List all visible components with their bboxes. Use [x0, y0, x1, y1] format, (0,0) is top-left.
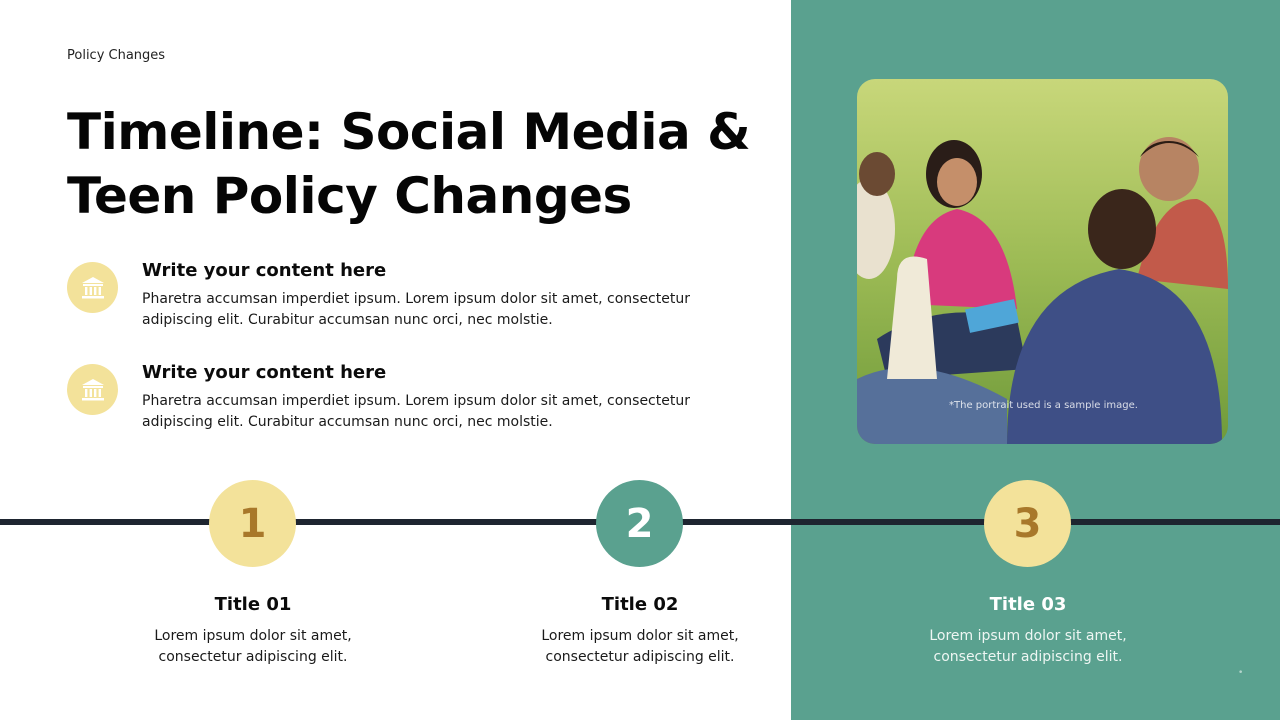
page-title-line1: Timeline: Social Media &: [67, 103, 751, 161]
step-3-title: Title 03: [989, 594, 1067, 615]
section-kicker: Policy Changes: [67, 48, 166, 63]
step-2-desc-line2: consectetur adipiscing elit.: [545, 649, 735, 665]
step-2-circle: [596, 480, 683, 567]
step-2-description: [510, 626, 770, 668]
content-item: [67, 260, 747, 340]
content-item-heading: Write your content here: [142, 260, 387, 281]
step-3-description: [898, 626, 1158, 668]
page-title-line2: Teen Policy Changes: [67, 167, 632, 225]
group-photo: [857, 79, 1228, 444]
step-3-desc-line1: Lorem ipsum dolor sit amet,: [929, 628, 1127, 644]
step-1-description: [123, 626, 383, 668]
step-3-circle: [984, 480, 1071, 567]
content-item: [67, 362, 747, 442]
slide-corner-mark: •: [1238, 668, 1244, 678]
step-1-desc-line1: Lorem ipsum dolor sit amet,: [154, 628, 352, 644]
step-1-number: 1: [238, 500, 267, 547]
page-title: [67, 100, 757, 228]
content-item-body: Pharetra accumsan imperdiet ipsum. Lorem ipsum dolor sit amet, consectetur adipiscing elit. Curabitur accumsan nunc orci, nec molstie.: [142, 393, 690, 430]
step-3-number: 3: [1013, 500, 1042, 547]
content-item-body: Pharetra accumsan imperdiet ipsum. Lorem ipsum dolor sit amet, consectetur adipiscing elit. Curabitur accumsan nunc orci, nec molstie.: [142, 291, 690, 328]
step-2-title: Title 02: [601, 594, 679, 615]
photo-caption: *The portrait used is a sample image.: [949, 400, 1138, 411]
step-1-desc-line2: consectetur adipiscing elit.: [158, 649, 348, 665]
step-2-number: 2: [625, 500, 654, 547]
step-3-desc-line2: consectetur adipiscing elit.: [933, 649, 1123, 665]
step-1-title: Title 01: [214, 594, 292, 615]
bank-building-icon: [67, 262, 118, 313]
content-item-heading: Write your content here: [142, 362, 387, 383]
bank-building-icon: [67, 364, 118, 415]
step-2-desc-line1: Lorem ipsum dolor sit amet,: [541, 628, 739, 644]
step-1-circle: [209, 480, 296, 567]
